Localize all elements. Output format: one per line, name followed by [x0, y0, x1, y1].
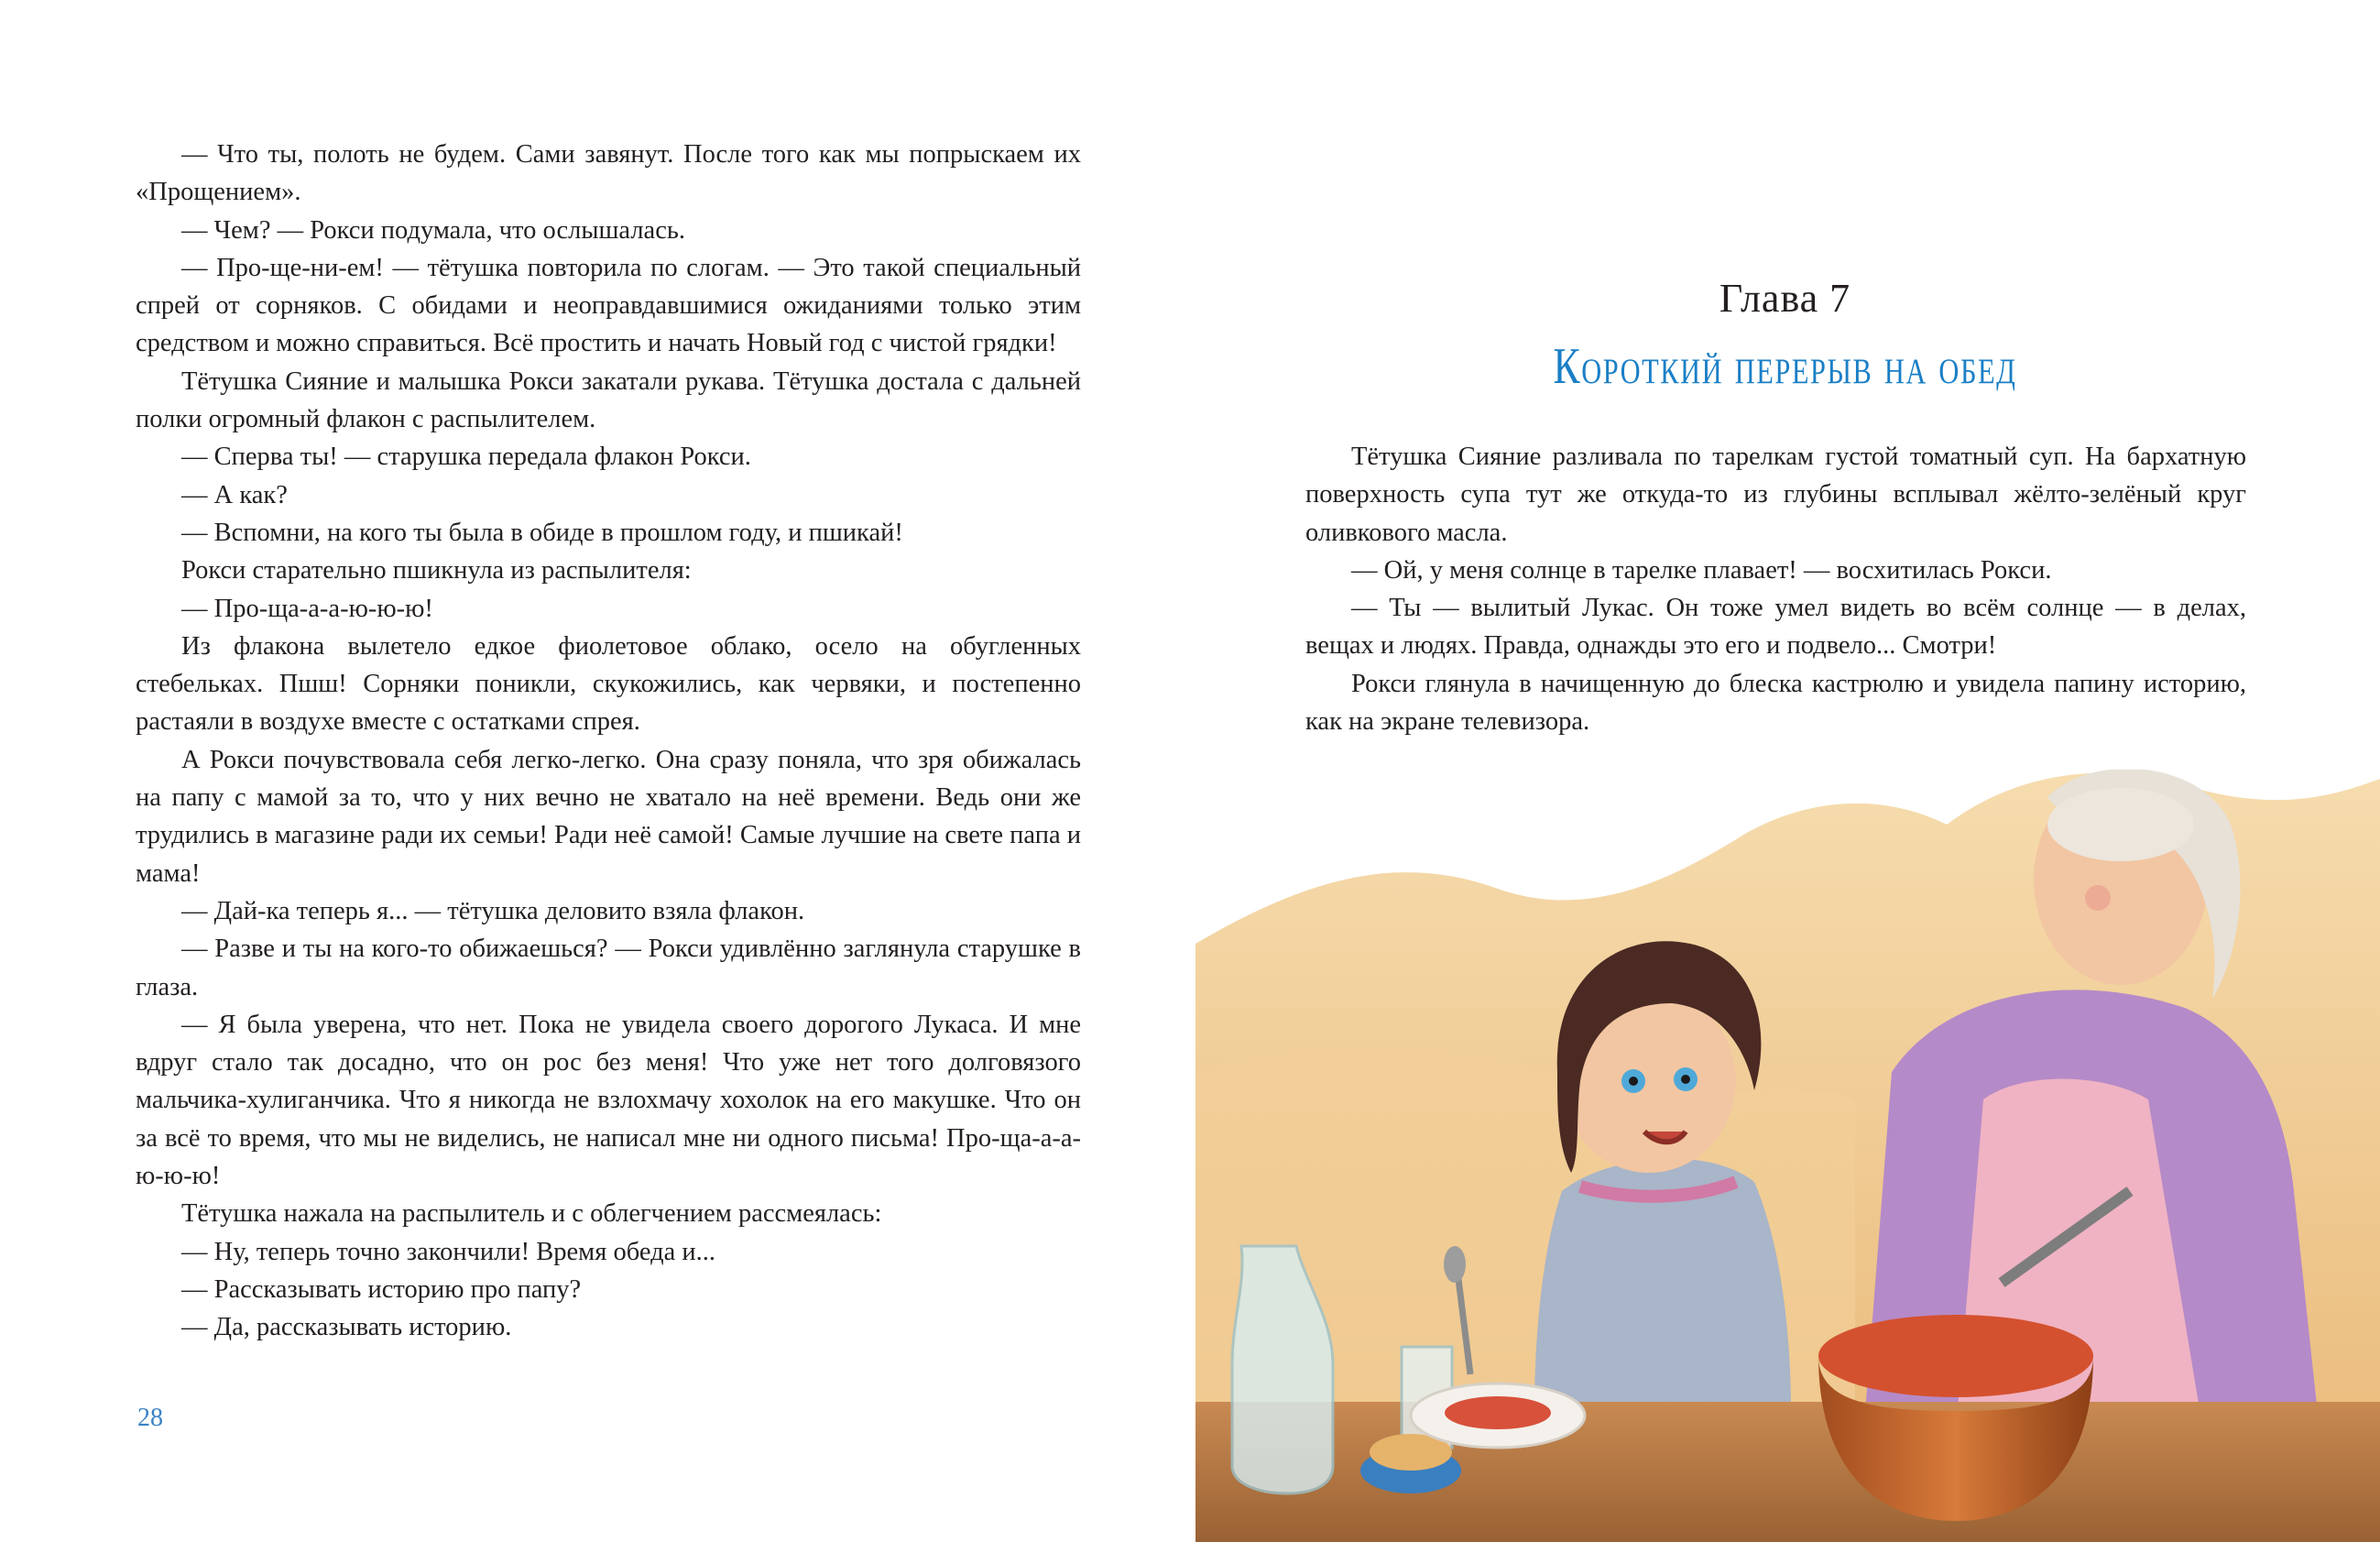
chapter-title: Короткий перерыв на обед [1553, 338, 2017, 395]
paragraph: — Разве и ты на кого-то обижаешься? — Рокси удивлённо заглянула старушке в глаза. [136, 935, 1081, 1001]
paragraph: — Я была уверена, что нет. Пока не увидела своего дорогого Лукаса. И мне вдруг стало так досадно, что он рос без меня! Что уже нет того долговязого мальчика-хулиганчика. Что я никогда не взлохмачу хохолок на его макушке. Что он за всё то время, что мы не виделись, не написал мне ни одного письма! Про-ща-а-а-ю-ю-ю! [136, 1010, 1081, 1191]
paragraph: — Про-ще-ни-ем! — тётушка повторила по слогам. — Это такой специальный спрей от сорняков. С обидами и неоправдавшимися ожиданиями только этим средством и можно справиться. Всё простить и начать Новый год с чистой грядки! [136, 253, 1081, 358]
paragraph: — Сперва ты! — старушка передала флакон Рокси. [181, 443, 751, 472]
paragraph: — Что ты, полоть не будем. Сами завянут. После того как мы попрыскаем их «Прощением». [136, 140, 1081, 207]
paragraph: — Ты — вылитый Лукас. Он тоже умел видеть во всём солнце — в делах, вещах и людях. Правда, однажды это его и подвело... Смотри! [1305, 594, 2246, 661]
paragraph: — Да, рассказывать историю. [181, 1313, 512, 1342]
paragraph: — Чем? — Рокси подумала, что ослышалась. [181, 215, 685, 245]
paragraph: Рокси глянула в начищенную до блеска кастрюлю и увидела папину историю, как на экране телевизора. [1305, 669, 2246, 737]
illustration [1195, 770, 2380, 1542]
paragraph: — А как? [181, 480, 288, 509]
right-page-text [1305, 438, 2246, 740]
paragraph: Из флакона вылетело едкое фиолетовое облако, осело на обугленных стебельках. Пшш! Сорняки поникли, скукожились, как червяки, и постепенно растаяли в воздухе вместе с остатками спрея. [136, 631, 1081, 737]
paragraph: — Ну, теперь точно закончили! Время обеда и... [181, 1237, 715, 1266]
paragraph: — Дай-ка теперь я... — тётушка деловито взяла флакон. [181, 896, 805, 925]
left-page-text [136, 136, 1081, 1347]
paragraph: Тётушка нажала на распылитель и с облегчением рассмеялась: [181, 1199, 882, 1229]
paragraph: Тётушка Сияние и малышка Рокси закатали рукава. Тётушка достала с дальней полки огромный флакон с распылителем. [136, 366, 1081, 434]
paragraph: — Ой, у меня солнце в тарелке плавает! — восхитилась Рокси. [1351, 555, 2052, 585]
soup-pot [1818, 1315, 2093, 1397]
paragraph: Тётушка Сияние разливала по тарелкам густой томатный суп. На бархатную поверхность супа тут же откуда-то из глубины всплывал жёлто-зелёный круг оливкового масла. [1305, 443, 2246, 547]
paragraph: А Рокси почувствовала себя легко-легко. Она сразу поняла, что зря обижалась на папу с мамой за то, что у них вечно не хватало на неё времени. Ведь они же трудились в магазине ради их семьи! Ради неё самой! Самые лучшие на свете папа и мама! [136, 745, 1081, 888]
paragraph: Рокси старательно пшикнула из распылителя: [181, 556, 692, 585]
paragraph: — Вспомни, на кого ты была в обиде в прошлом году, и пшикай! [181, 518, 903, 547]
chapter-label: Глава 7 [1719, 276, 1851, 321]
paragraph: — Рассказывать историю про папу? [181, 1274, 582, 1304]
paragraph: — Про-ща-а-а-ю-ю-ю! [181, 594, 433, 623]
page-number: 28 [137, 1404, 163, 1432]
